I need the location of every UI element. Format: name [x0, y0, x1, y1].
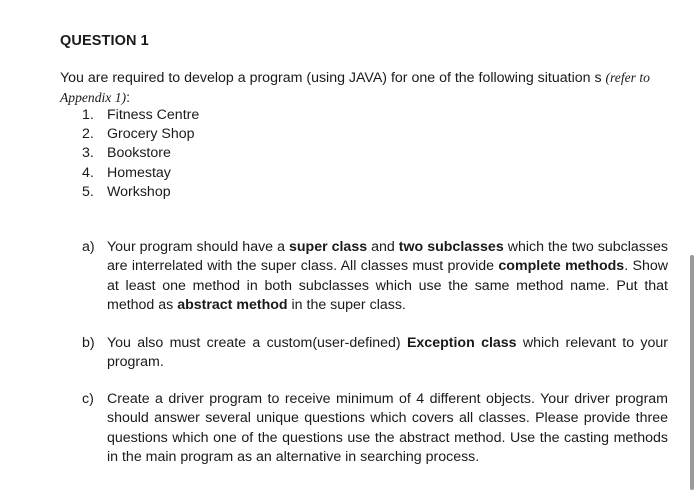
bold-term: abstract method — [177, 297, 288, 314]
list-label: Fitness Centre — [107, 107, 200, 123]
text-run: Your program should have a — [107, 239, 289, 255]
text-run: in the super class. — [287, 297, 406, 314]
list-label: Homestay — [107, 164, 171, 181]
part-b-text — [107, 334, 668, 373]
text-run: . Show at least one method in both subclasses which use the same method name. Put that method as — [107, 258, 668, 314]
list-number: 4. — [82, 164, 94, 181]
bold-term: super class — [288, 239, 368, 255]
list-number: 3. — [82, 145, 94, 162]
intro-colon: : — [126, 90, 131, 106]
question-part-b — [82, 334, 668, 373]
part-a-text — [107, 238, 668, 316]
text-run: You also must create a custom(user-defined) — [107, 335, 407, 351]
appendix-reference: (refer to Appendix 1) — [60, 70, 650, 105]
list-item — [82, 125, 199, 144]
text-run: and — [367, 239, 399, 255]
list-item — [82, 106, 199, 125]
bold-term: complete methods — [498, 258, 625, 275]
list-item — [82, 144, 199, 163]
list-item — [82, 164, 199, 183]
bold-term: two subclasses — [398, 239, 504, 255]
text-run: which the two subclasses are interrelated with the super class. All classes must provide — [107, 239, 668, 275]
list-label: Workshop — [107, 183, 171, 200]
bold-term: Exception class — [406, 335, 517, 351]
intro-paragraph — [60, 68, 672, 108]
vertical-scrollbar[interactable] — [690, 255, 694, 490]
question-part-c — [82, 390, 668, 468]
list-item — [82, 183, 199, 202]
part-c-text: Create a driver program to receive minimum of 4 different objects. Your driver program should answer several unique questions which covers all classes. Please provide three questions which one of the questions use the abstract method. Use the casting methods in the main program as an alternative in searching process. — [107, 391, 668, 466]
part-marker: c) — [82, 391, 94, 407]
question-heading: QUESTION 1 — [60, 33, 149, 49]
list-number: 2. — [82, 126, 94, 143]
list-number: 5. — [82, 183, 94, 200]
part-marker: a) — [82, 239, 95, 255]
list-number: 1. — [82, 107, 94, 123]
situation-list — [82, 106, 199, 202]
list-label: Grocery Shop — [107, 126, 195, 143]
list-label: Bookstore — [107, 145, 171, 162]
part-marker: b) — [82, 335, 95, 351]
intro-text: You are required to develop a program (using JAVA) for one of the following situation s — [60, 70, 606, 86]
question-part-a — [82, 238, 668, 316]
text-run: which relevant to your program. — [107, 335, 668, 371]
